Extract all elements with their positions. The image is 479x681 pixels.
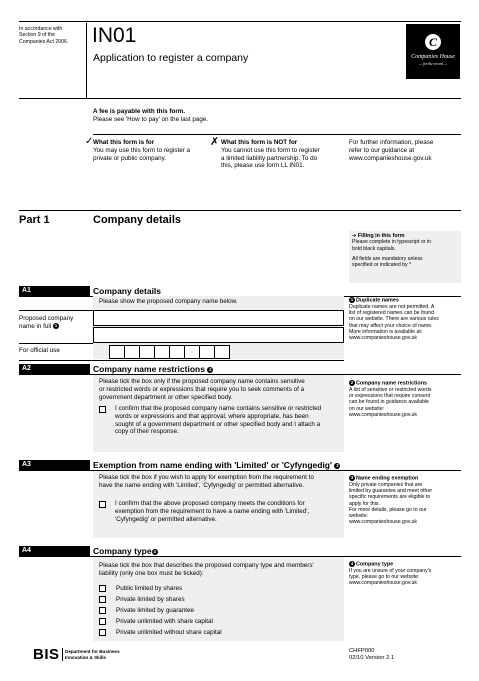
a4-title: Company type 4	[93, 546, 156, 556]
name-ending-exemption-checkbox[interactable]	[99, 501, 106, 508]
form-title: Application to register a company	[93, 52, 249, 64]
logo-emblem-icon: C	[425, 34, 441, 50]
cross-icon: ✗	[210, 136, 220, 148]
official-use-box	[169, 345, 185, 359]
official-use-label: For official use	[19, 347, 60, 354]
official-use-box	[184, 345, 200, 359]
form-code: IN01	[92, 24, 137, 47]
note-3-icon: 3	[350, 475, 354, 480]
arrow-icon: ➜	[352, 233, 357, 239]
a1-left-rule-2	[19, 343, 93, 344]
company-name-field-1[interactable]	[93, 310, 344, 326]
a3-instruction: Please tick the box if you wish to apply for exemption from the requirement to have the name ending with 'Limited', 'Cyfyngedig' or permitted alternative.	[99, 474, 314, 489]
note-4-icon: 4	[153, 548, 156, 554]
further-information: For further information, please refer to our guidance at www.companieshouse.gov.uk	[349, 139, 434, 162]
a1-instruction: Please show the proposed company name below.	[99, 298, 238, 305]
note-3-icon: 3	[336, 462, 339, 468]
company-type-option: Private unlimited without share capital	[116, 629, 222, 636]
filling-in-text: ➜ Filling in this form Please complete in typescript or in bold black capitals. All fields are mandatory unless specified or indicated by *	[352, 233, 432, 269]
private-limited-by-guarantee-checkbox[interactable]	[99, 607, 106, 614]
a2-instruction: Please tick the box only if the proposed company name contains sensitive or restricted words or expressions that require you to seek comments of a government department or other specified body.	[99, 378, 305, 401]
a3-side-note: 3 Name ending exemption Only private companies that are limited by guarantee and meet other specific requirements are eligible to apply for this. For more details, please go to our website: www.companieshouse.gov.uk	[349, 475, 433, 526]
section-label-a3: A3	[19, 460, 90, 470]
official-use-box	[139, 345, 155, 359]
note-1-icon: 1	[54, 323, 58, 329]
private-unlimited-with-share-capital-checkbox[interactable]	[99, 618, 106, 625]
name-restrictions-checkbox[interactable]	[99, 406, 106, 413]
accordance-note: In accordance with Section 9 of the Companies Act 2006.	[19, 26, 69, 45]
proposed-name-label: Proposed company name in full 1	[19, 315, 74, 330]
a2-title: Company name restrictions 2	[93, 364, 212, 374]
part-rule	[19, 210, 461, 211]
company-type-option: Private unlimited with share capital	[116, 618, 213, 625]
official-use-box	[214, 345, 230, 359]
a1-title: Company details	[93, 286, 162, 296]
bis-department: Department for Business Innovation & Skills	[65, 649, 120, 660]
header-top-rule	[19, 21, 461, 22]
a1-side-note: 1 Duplicate names Duplicate names are not permitted. A list of registered names can be found on our website. There are various rules that may affect your choice of name. More information is available at: www.companieshouse.gov.uk	[349, 297, 439, 342]
section-label-a2: A2	[19, 364, 90, 374]
company-type-option: Private limited by guarantee	[116, 607, 195, 614]
a1-left-rule-1	[19, 310, 93, 311]
company-type-option: Public limited by shares	[116, 585, 183, 592]
a3-confirm-text: I confirm that the above proposed company meets the conditions for exemption from the requirement to have a name ending with 'Limited', 'Cyfyngedig' or permitted alternative.	[115, 500, 310, 523]
note-2-icon: 2	[350, 380, 354, 385]
form-version: CHFP000 02/10 Version 2.1	[349, 648, 395, 661]
part-title: Company details	[93, 214, 182, 226]
section-label-a1: A1	[19, 286, 90, 296]
note-1-icon: 1	[350, 297, 354, 302]
what-form-is-for: ✓ What this form is for You may use this form to register a private or public company.	[85, 136, 191, 162]
a1-bottom-rule	[19, 360, 344, 361]
fee-rule	[93, 134, 461, 135]
fee-notice: A fee is payable with this form. Please see 'How to pay' on the last page.	[93, 108, 209, 123]
company-name-field-2[interactable]	[93, 327, 344, 343]
header-divider	[86, 23, 87, 98]
company-type-option: Private limited by shares	[116, 596, 185, 603]
tick-icon: ✓	[85, 136, 94, 147]
what-form-is-not-for: ✗ What this form is NOT for You cannot use this form to register a limited liability partnership. To do this, please use form LL IN01.	[210, 136, 320, 170]
official-use-boxes	[109, 345, 233, 359]
official-use-box	[109, 345, 125, 359]
a3-title: Exemption from name ending with 'Limited' or 'Cyfyngedig' 3	[93, 460, 339, 470]
bis-logo: BIS	[33, 646, 60, 663]
a4-side-note: 4 Company type If you are unsure of your company's type, please go to our website: www.companieshouse.gov.uk	[349, 561, 432, 587]
header-bottom-rule	[19, 98, 461, 99]
bis-divider	[62, 648, 63, 661]
note-2-icon: 2	[209, 366, 212, 372]
note-4-icon: 4	[350, 561, 354, 566]
official-use-box	[124, 345, 140, 359]
part-label: Part 1	[19, 214, 50, 226]
public-limited-by-shares-checkbox[interactable]	[99, 585, 106, 592]
section-label-a4: A4	[19, 546, 90, 556]
private-limited-by-shares-checkbox[interactable]	[99, 596, 106, 603]
official-use-box	[154, 345, 170, 359]
official-use-box	[199, 345, 215, 359]
companies-house-logo: C Companies House — for the record —	[406, 24, 460, 79]
a2-confirm-text: I confirm that the proposed company name contains sensitive or restricted words or expressions and that approval, where appropriate, has been sought of a government department or other specified body and I attach a copy of their response.	[115, 405, 322, 436]
private-unlimited-without-share-capital-checkbox[interactable]	[99, 629, 106, 636]
a4-instruction: Please tick the box that describes the proposed company type and members' liability (only one box must be ticked):	[99, 562, 314, 577]
a2-side-note: 2 Company name restrictions A list of sensitive or restricted words or expressions that require consent can be found in guidance available on our website: www.companieshouse.gov.uk	[349, 380, 432, 418]
